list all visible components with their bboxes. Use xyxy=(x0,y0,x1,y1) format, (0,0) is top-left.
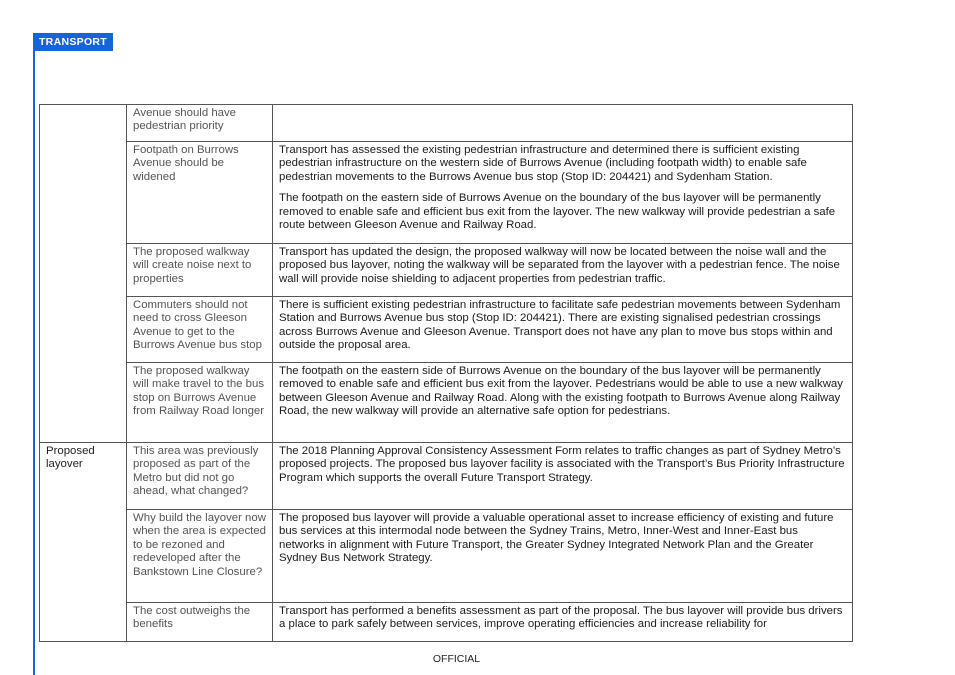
table-row xyxy=(40,244,853,297)
issue-cell: The cost outweighs the benefits xyxy=(127,603,273,642)
response-table xyxy=(39,104,853,642)
response-cell xyxy=(273,510,853,603)
response-cell xyxy=(273,142,853,244)
issue-cell: Footpath on Burrows Avenue should be widened xyxy=(127,142,273,244)
response-paragraph: Transport has assessed the existing pedestrian infrastructure and determined there is sufficient existing pedestrian infrastructure on the western side of Burrows Avenue (including footpath width) to enable safe pedestrian movements to the Burrows Avenue bus stop (Stop ID: 204421) and Sydenham Station. xyxy=(279,144,807,183)
response-cell xyxy=(273,105,853,142)
issue-cell: The proposed walkway will make travel to the bus stop on Burrows Avenue from Railway Road longer xyxy=(127,363,273,443)
table-row xyxy=(40,105,853,142)
table-row xyxy=(40,603,853,642)
table-row xyxy=(40,297,853,363)
issue-cell: Avenue should have pedestrian priority xyxy=(127,105,273,142)
topic-cell xyxy=(40,105,127,443)
response-cell xyxy=(273,297,853,363)
table-row xyxy=(40,363,853,443)
table-row xyxy=(40,142,853,244)
response-paragraph: The proposed bus layover will provide a valuable operational asset to increase efficiency of existing and future bus services at this intermodal node between the Sydney Trains, Metro, Inner-West and Inner-East bus networks in alignment with Future Transport, the Greater Sydney Integrated Network Plan and the Greater Sydney Bus Network Strategy. xyxy=(279,512,834,565)
response-cell xyxy=(273,603,853,642)
response-paragraph: Transport has updated the design, the proposed walkway will now be located between the noise wall and the proposed bus layover, noting the walkway will be separated from the layover with a pedestrian fence. The noise wall will provide noise shielding to adjacent properties from pedestrian traffic. xyxy=(279,246,840,285)
issue-cell: The proposed walkway will create noise next to properties xyxy=(127,244,273,297)
response-paragraph: The footpath on the eastern side of Burrows Avenue on the boundary of the bus layover will be permanently removed to enable safe and efficient bus exit from the layover. Pedestrians would be able to use a new walkway between Gleeson Avenue and Railway Road. Along with the existing footpath to Burrows Avenue along Railway Road, the new walkway will provide an alternative safe option for pedestrians. xyxy=(279,365,843,418)
response-paragraph: The 2018 Planning Approval Consistency Assessment Form relates to traffic changes as part of Sydney Metro’s proposed projects. The proposed bus layover facility is associated with the Transport’s Bus Priority Infrastructure Program which supports the overall Future Transport Strategy. xyxy=(279,445,845,484)
topic-cell: Proposed layover xyxy=(40,443,127,642)
response-paragraph: Transport has performed a benefits assessment as part of the proposal. The bus layover will provide bus drivers a place to park safely between services, improve operating efficiencies and increase reliability for xyxy=(279,605,843,631)
response-paragraph: There is sufficient existing pedestrian infrastructure to facilitate safe pedestrian movements between Sydenham Station and Burrows Avenue bus stop (Stop ID: 204421). There are existing signalised pedestrian crossings across Burrows Avenue and Gleeson Avenue. Transport does not have any plan to move bus stops within and outside the proposal area. xyxy=(279,299,841,352)
response-cell xyxy=(273,244,853,297)
table-row xyxy=(40,443,853,510)
table-row xyxy=(40,510,853,603)
response-cell xyxy=(273,363,853,443)
security-classification-footer: OFFICIAL xyxy=(432,653,481,665)
response-paragraph: The footpath on the eastern side of Burrows Avenue on the boundary of the bus layover will be permanently removed to enable safe and efficient bus exit from the layover. The new walkway will provide pedestrian a safe route between Gleeson Avenue and Railway Road. xyxy=(279,192,836,232)
issue-cell: This area was previously proposed as part of the Metro but did not go ahead, what changed? xyxy=(127,443,273,510)
brand-accent-rule xyxy=(33,51,35,675)
response-cell xyxy=(273,443,853,510)
issue-cell: Why build the layover now when the area is expected to be rezoned and redeveloped after the Bankstown Line Closure? xyxy=(127,510,273,603)
transport-brand-tag: TRANSPORT xyxy=(33,33,113,51)
issue-cell: Commuters should not need to cross Gleeson Avenue to get to the Burrows Avenue bus stop xyxy=(127,297,273,363)
